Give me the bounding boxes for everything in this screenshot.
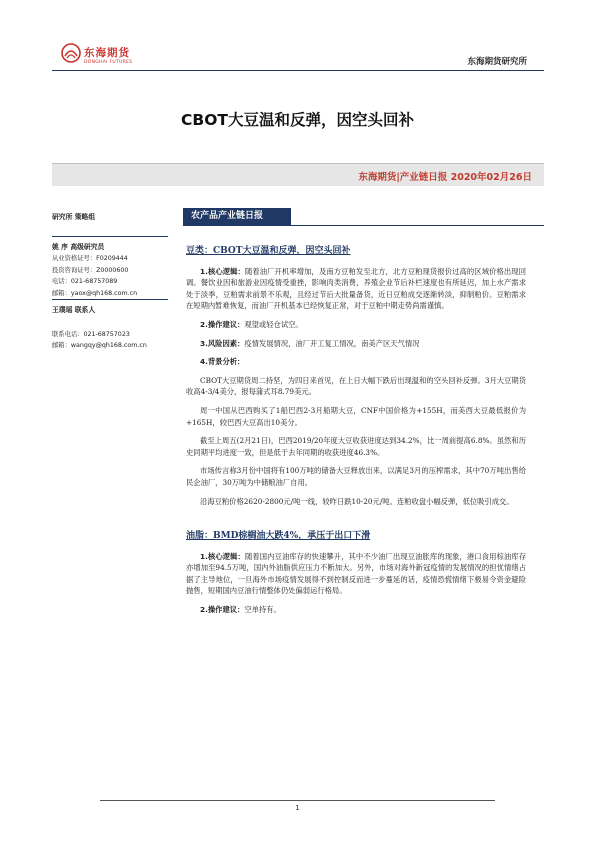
advice-label: 2.操作建议： (200, 319, 245, 329)
section-header-label: 农产品产业链日报 (183, 208, 291, 225)
analyst-name: 姚 序 高级研究员 (52, 242, 105, 251)
core-logic-label: 1.核心逻辑： (200, 266, 245, 276)
research-dept: 研究所 策略组 (52, 213, 96, 221)
page-number: 1 (295, 804, 300, 812)
core-logic-text: 随着国内豆油库存的快速攀升，其中不少油厂出现豆油胀库的现象，港口食用棕油库存亦增加至94.5万吨，国内外油脂供应压力不断加大。另外，市场对海外新冠疫情的发展情况的担忧情绪占据了主导地位，一旦海外市场疫情发展得不到控制反而进一步蔓延的话，疫情恐慌情绪下极易令资金避险抛售，短期国内豆油行情整体仍处偏弱运行格局。 (186, 551, 526, 596)
advice-text: 空单持有。 (244, 605, 281, 615)
logo-english-text: DONGHAI FUTURES (84, 60, 133, 65)
risk-label: 3.风险因素： (200, 338, 245, 348)
oil-section-heading: 油脂：BMD棕榈油大跌4%，承压于出口下滑 (186, 531, 371, 542)
report-subtitle-bar (52, 163, 544, 186)
core-logic-label: 1.核心逻辑： (200, 551, 245, 561)
background-paragraph: CBOT大豆期货周二持坚，为四日来首见，在上日大幅下跌后出现温和的空头回补反弹。3月大豆期货收高4-3/4美分，报每蒲式耳8.79美元。 (186, 375, 526, 397)
core-logic-paragraph (186, 266, 526, 312)
section-header (183, 208, 544, 226)
institute-name: 东海期货研究所 (467, 57, 527, 67)
report-title: CBOT大豆温和反弹，因空头回补 (181, 111, 414, 129)
risk-text: 疫情发展情况，油厂开工复工情况，南美产区天气情况 (244, 338, 420, 348)
background-heading (186, 356, 526, 368)
advice-text: 观望或轻仓试空。 (244, 319, 303, 329)
core-logic-text: 随着油厂开机率增加，及南方豆粕发至北方，北方豆粕现货报价过高的区域价格出现回调。餐饮业因和旅游业因疫情受重挫，影响肉类消费，养殖企业节后补栏速度也有所延迟，加上水产需求处于淡季，豆粕需求前景不乐观，且经过节后大批量备货，近日豆粕成交逐渐转淡，抑制粕价。豆粕需求在短期内暂难恢复，而油厂开机基本已经恢复正常，对于豆粕中期走势尚需谨慎。 (186, 266, 526, 311)
company-logo (60, 40, 150, 74)
report-subtitle: 东海期货|产业链日报 2020年02月26日 (358, 172, 532, 183)
contact-phone: 联系电话：021-68757023 (52, 330, 130, 338)
risk-paragraph (186, 338, 526, 350)
analyst-cert: 投资咨询证号：Z0000600 (52, 266, 129, 274)
logo-chinese-text: 东海期货 (84, 47, 130, 59)
header-divider (52, 70, 544, 71)
background-paragraph: 周一中国从巴西购买了1船巴西2-3月船期大豆，CNF中国价格为+155H，而美西大豆最低报价为+165H，较巴西大豆高出10美分。 (186, 405, 526, 427)
contact-email: 邮箱：wangqy@qh168.com.cn (52, 342, 147, 349)
soy-section-heading: 豆类：CBOT大豆温和反弹，因空头回补 (186, 246, 351, 256)
contact-name: 王璞瑶 联系人 (52, 306, 96, 314)
background-label: 4.背景分析： (200, 357, 245, 367)
footer-divider (100, 800, 495, 801)
analyst-email: 邮箱：yaox@qh168.com.cn (52, 289, 138, 297)
core-logic-paragraph (186, 551, 526, 597)
advice-paragraph (186, 319, 526, 331)
advice-label: 2.操作建议： (200, 605, 245, 615)
background-paragraph: 市场传言称3月份中国将有100万吨的储备大豆释放出来，以满足3月的压榨需求，其中70万吨出售给民企油厂，30万吨为中储粮油厂自用。 (186, 466, 526, 487)
sidebar-divider (52, 236, 168, 237)
sidebar-divider (52, 299, 168, 300)
donghai-logo-icon (60, 42, 82, 64)
analyst-cert: 从业资格证号：F0209444 (52, 255, 128, 262)
background-paragraph: 沿海豆粕价格2620-2800元/吨一线，较昨日跌10-20元/吨。连粕收盘小幅反弹，低位吸引成交。 (200, 496, 514, 506)
advice-paragraph (186, 604, 526, 616)
main-content (186, 246, 526, 623)
background-paragraph: 截至上周五(2月21日)，巴西2019/20年度大豆收获进度达到34.2%，比一周前提高6.8%。虽然和历史同期平均进度一致，但是低于去年同期的收获进度46.3%。 (186, 436, 526, 457)
analyst-sidebar (52, 212, 172, 352)
analyst-phone: 电话：021-68757089 (52, 278, 118, 285)
